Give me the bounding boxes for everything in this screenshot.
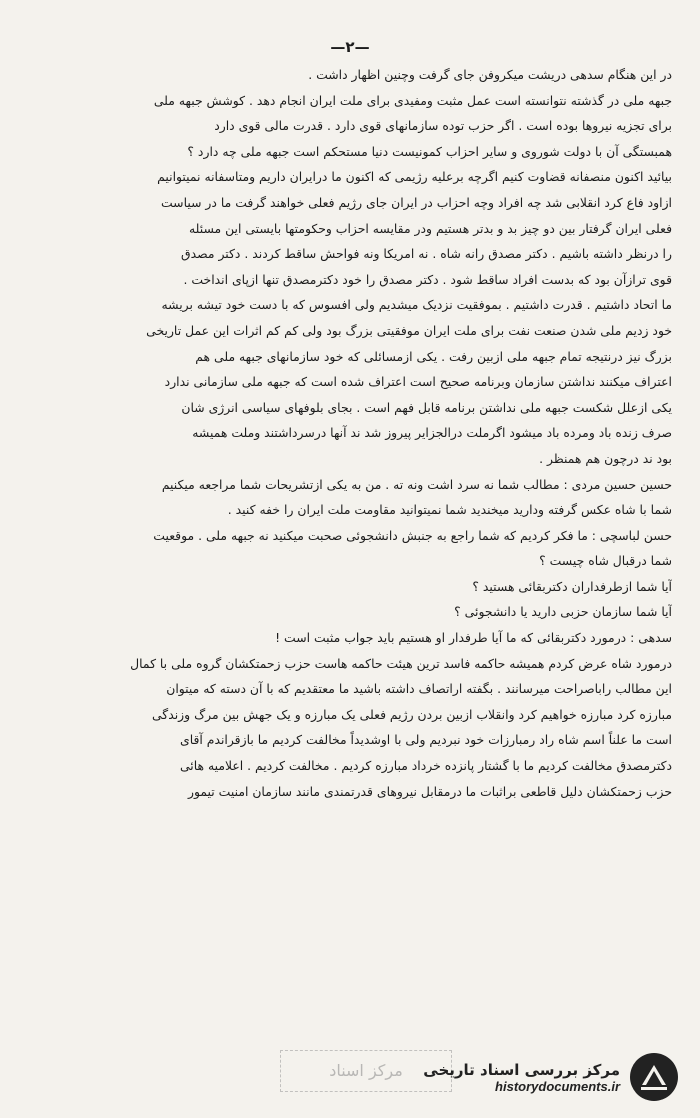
document-body (52, 62, 672, 804)
text-line: صرف زنده باد ومرده باد میشود اگرملت درالجزایر پیروز شد ند آنها درسرداشتند وملت همیشه (192, 425, 672, 441)
text-line: ما اتحاد داشتیم . قدرت داشتیم . بموفقیت نزدیک میشدیم ولی افسوس که با دست خود تیشه بریشه (161, 297, 672, 313)
text-line: یکی ازعلل شکست جبهه ملی نداشتن برنامه قابل فهم است . بجای بلوفهای سیاسی انرژی شان (181, 399, 672, 415)
question-line: آیا شما سازمان حزبی دارید یا دانشجوئی ؟ (454, 604, 672, 620)
text-line: درمورد شاه عرض کردم همیشه حاکمه فاسد ترین هیئت حاکمه هاست حزب زحمتکشان گروه ملی با کمال (130, 655, 672, 671)
text-line: همبستگی آن با دولت شوروی و سایر احزاب کمونیست دنیا مستحکم است جبهه ملی چه دارد ؟ (187, 143, 672, 159)
text-line: اعتراف میکنند نداشتن سازمان وبرنامه صحیح است اعتراف شده است که جبهه ملی سازمانی ندارد (164, 374, 672, 390)
text-line: است ما علناً اسم شاه راد رمبارزات خود نبردیم ولی با اوشدیداً مخالفت کردیم ما بازقراندم آقای (180, 732, 672, 748)
text-line: بزرگ نیز درنتیجه تمام جبهه ملی ازبین رفت . یکی ازمسائلی که خود سازمانهای جبهه ملی هم (195, 348, 672, 364)
text-line: قوی ترازآن بود که بدست افراد ساقط شود . دکتر مصدق را خود دکترمصدق تنها ازپای انداخت . (183, 271, 672, 287)
paragraph-group-3 (52, 625, 672, 804)
text-line: حسین حسین مردی : مطالب شما نه سرد اشت ونه ته . من به یکی ازتشریحات شما مراجعه میکنیم (161, 476, 672, 492)
text-line: دکترمصدق مخالفت کردیم ما با گشتار پانزده خرداد مبارزه کردیم . مخالفت کردیم . اعلامیه هائی (179, 758, 672, 774)
text-line: بود ند درچون هم همنظر . (539, 450, 672, 466)
text-line: این مطالب راباصراحت میرسانند . بگفته اراتصاف داشته باشید ما معتقدیم که با آن دسته که میتوان (166, 681, 672, 697)
archive-emblem-icon (628, 1051, 680, 1103)
logo-text (423, 1061, 620, 1094)
text-line: برای تجزیه نیروها بوده است . اگر حزب توده سازمانهای قوی دارد . قدرت مالی قوی دارد (214, 118, 672, 134)
text-line: شما درقبال شاه چیست ؟ (539, 553, 672, 569)
text-line: فعلی ایران گرفتار بین دو چیز بد و بدتر هستیم ودر مقایسه احزاب وحکومتها بایستی این مسئله (188, 220, 672, 236)
logo-name: مرکز بررسی اسناد تاریخی (423, 1060, 620, 1079)
text-line: را درنظر داشته باشیم . دکتر مصدق رانه شاه . نه امریکا ونه فواحش ساقط کردند . دکتر مصدق (181, 246, 672, 262)
archive-stamp: مرکز اسناد (280, 1050, 452, 1092)
text-line: جبهه ملی در گذشته نتوانسته است عمل مثبت ومفیدی برای ملت ایران انجام دهد . کوشش جبهه ملی (153, 92, 672, 108)
text-line: خود زدیم ملی شدن صنعت نفت برای ملت ایران موفقیتی بزرگ بود ولی کم کم اثرات این عمل تاریخی (146, 322, 672, 338)
text-line: سدهی : درمورد دکتربقائی که ما آیا طرفدار او هستیم باید جواب مثبت است ! (275, 630, 672, 646)
text-line: در این هنگام سدهی دریشت میکروفن جای گرفت وچنین اظهار داشت . (308, 67, 672, 82)
paragraph-group-2 (52, 472, 672, 574)
text-line: شما با شاه عکس گرفته ودارید میخندید شما نمیتوانید مقاومت ملت ایران را خفه کنید . (227, 502, 672, 518)
text-line: حزب زحمتکشان دلیل قاطعی براثبات ما درمقابل نیروهای قدرتمندی مانند سازمان امنیت تیمور (188, 783, 672, 799)
logo-site: historydocuments.ir (495, 1078, 620, 1094)
archive-logo (400, 1048, 680, 1106)
text-line: بیائید اکنون منصفانه قضاوت کنیم اگرچه برعلیه رژیمی که اکنون ما درایران داریم ومتاسفانه نمیتوانیم (157, 169, 672, 185)
text-line: ازاود فاع کرد انقلابی شد چه افراد وچه احزاب در ایران جای رژیم فعلی خواهند گرفت ما در سیاست (161, 194, 672, 210)
text-line: حسن لباسچی : ما فکر کردیم که شما راجع به جنبش دانشجوئی صحبت میکنید نه جبهه ملی . موقعیت (153, 527, 672, 543)
question-line: آیا شما ازطرفداران دکتربقائی هستید ؟ (472, 578, 672, 594)
paragraph-group-1 (52, 62, 672, 472)
page-number: —۲— (330, 38, 370, 56)
text-line: مبارزه کرد مبارزه خواهیم کرد وانقلاب ازبین بردن رژیم فعلی یک مبارزه و یک جهش بین مرگ وزندگی (151, 706, 672, 722)
